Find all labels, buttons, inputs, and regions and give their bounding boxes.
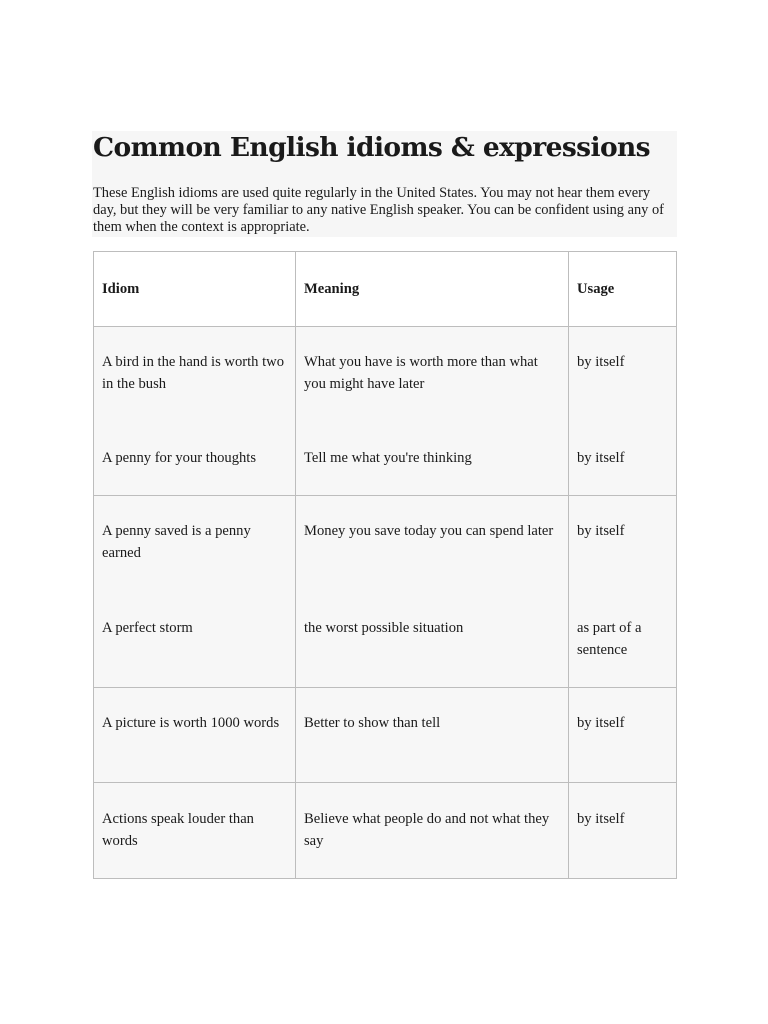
idiom-cell: Actions speak louder than words [94,783,296,879]
intro-description: These English idioms are used quite regularly in the United States. You may not hear them every day, but they will be very familiar to any native English speaker. You can be confident using any of them when the context is appropriate. [93,185,664,236]
intro-section [92,131,677,237]
meaning-cell: the worst possible situation [296,600,569,688]
idiom-cell: A penny saved is a penny earned [94,496,296,600]
header-meaning: Meaning [296,252,569,327]
usage-cell: by itself [569,496,677,600]
usage-cell: as part of a sentence [569,600,677,688]
meaning-cell: Money you save today you can spend later [296,496,569,600]
usage-cell: by itself [569,431,677,496]
idiom-cell: A picture is worth 1000 words [94,688,296,783]
usage-cell: by itself [569,783,677,879]
usage-cell: by itself [569,688,677,783]
table-row [94,688,677,783]
table-row [94,783,677,879]
header-usage: Usage [569,252,677,327]
usage-cell: by itself [569,327,677,431]
table-row [94,431,677,496]
table-row [94,496,677,600]
table-row [94,600,677,688]
idiom-cell: A perfect storm [94,600,296,688]
idiom-cell: A penny for your thoughts [94,431,296,496]
meaning-cell: Better to show than tell [296,688,569,783]
meaning-cell: What you have is worth more than what you might have later [296,327,569,431]
header-idiom: Idiom [94,252,296,327]
idiom-cell: A bird in the hand is worth two in the bush [94,327,296,431]
meaning-cell: Tell me what you're thinking [296,431,569,496]
meaning-cell: Believe what people do and not what they say [296,783,569,879]
idioms-table [93,251,677,879]
table-row [94,327,677,431]
table-header-row [94,252,677,327]
page-title: Common English idioms & expressions [93,132,651,163]
